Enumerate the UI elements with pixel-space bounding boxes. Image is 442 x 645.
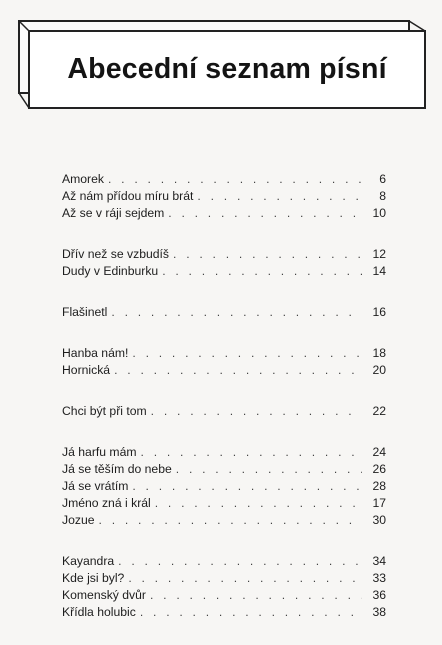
toc-entry [62,171,386,188]
page-number: 22 [372,404,386,418]
toc-entry [62,604,386,621]
page-number: 6 [379,172,386,186]
toc-entry [62,495,386,512]
page-number: 30 [372,513,386,527]
dot-leader [132,478,362,495]
dot-leader [99,512,362,529]
toc-entry [62,403,386,420]
page-number: 8 [379,189,386,203]
song-group [62,444,386,529]
toc-entry [62,587,386,604]
toc-entry [62,553,386,570]
song-title: Dudy v Edinburku [62,264,159,278]
song-title: Dřív než se vzbudíš [62,247,170,261]
song-title: Hornická [62,363,111,377]
song-group [62,171,386,222]
toc-entry [62,362,386,379]
dot-leader [151,403,362,420]
page-number: 18 [372,346,386,360]
dot-leader [111,304,362,321]
song-title: Hanba nám! [62,346,129,360]
song-title: Až se v ráji sejdem [62,206,165,220]
song-title: Já harfu mám [62,445,137,459]
page-number: 20 [372,363,386,377]
song-title: Komenský dvůr [62,588,146,602]
dot-leader [141,444,362,461]
dot-leader [176,461,362,478]
page-number: 28 [372,479,386,493]
page-number: 36 [372,588,386,602]
page-number: 12 [372,247,386,261]
page-number: 14 [372,264,386,278]
song-title: Já se těším do nebe [62,462,172,476]
toc-entry [62,444,386,461]
song-title: Chci být při tom [62,404,147,418]
page-number: 34 [372,554,386,568]
toc-entry [62,188,386,205]
dot-leader [173,246,362,263]
page-number: 10 [372,206,386,220]
toc-entry [62,461,386,478]
song-title: Jozue [62,513,95,527]
banner-front-frame [28,30,426,109]
page-number: 16 [372,305,386,319]
dot-leader [108,171,362,188]
dot-leader [155,495,362,512]
dot-leader [168,205,362,222]
song-title: Křídla holubic [62,605,136,619]
song-title: Já se vrátím [62,479,129,493]
song-group [62,345,386,379]
toc-entry [62,246,386,263]
song-index [62,171,386,645]
title-banner [18,20,430,116]
toc-entry [62,478,386,495]
toc-entry [62,512,386,529]
song-title: Amorek [62,172,104,186]
dot-leader [118,553,362,570]
page-number: 33 [372,571,386,585]
page-number: 24 [372,445,386,459]
page-number: 26 [372,462,386,476]
dot-leader [162,263,362,280]
song-group [62,553,386,621]
toc-entry [62,263,386,280]
song-group [62,246,386,280]
page-number: 17 [372,496,386,510]
song-title: Až nám přídou míru brát [62,189,194,203]
toc-entry [62,345,386,362]
dot-leader [140,604,362,621]
song-title: Kde jsi byl? [62,571,125,585]
song-group [62,403,386,420]
toc-entry [62,205,386,222]
dot-leader [114,362,362,379]
page-title: Abecední seznam písní [67,53,387,85]
toc-entry [62,304,386,321]
dot-leader [132,345,362,362]
dot-leader [150,587,362,604]
song-title: Flašinetl [62,305,108,319]
dot-leader [128,570,362,587]
song-title: Kayandra [62,554,115,568]
toc-entry [62,570,386,587]
song-group [62,304,386,321]
song-title: Jméno zná i král [62,496,151,510]
page-number: 38 [372,605,386,619]
dot-leader [197,188,362,205]
